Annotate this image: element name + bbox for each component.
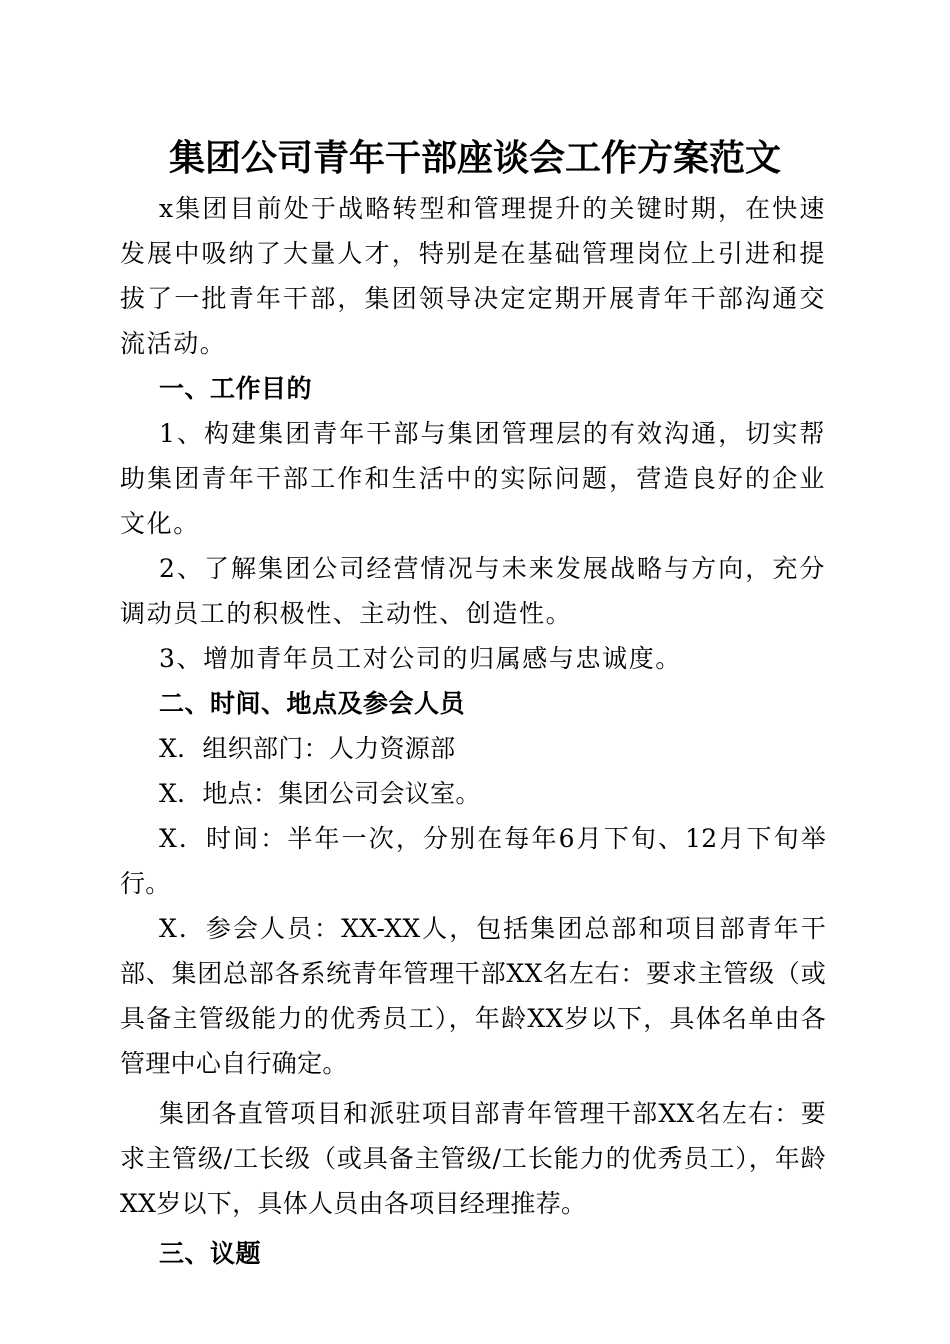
time-item: X．时间：半年一次，分别在每年6月下旬、12月下旬举行。 xyxy=(120,824,826,898)
section-heading-purpose: 一、工作目的 xyxy=(159,374,313,403)
purpose-item-3: 3、增加青年员工对公司的归属感与忠诚度。 xyxy=(159,644,682,673)
section-heading-topics: 三、议题 xyxy=(159,1239,262,1268)
intro-paragraph: x集团目前处于战略转型和管理提升的关键时期，在快速发展中吸纳了大量人才，特别是在基础管理岗位上引进和提拔了一批青年干部，集团领导决定定期开展青年干部沟通交流活动。 xyxy=(120,194,826,358)
purpose-item-1: 1、构建集团青年干部与集团管理层的有效沟通，切实帮助集团青年干部工作和生活中的实际问题，营造良好的企业文化。 xyxy=(120,419,826,538)
section-heading-time-place-attendees: 二、时间、地点及参会人员 xyxy=(159,689,466,718)
organizer-item: X．组织部门：人力资源部 xyxy=(159,734,456,763)
document-title: 集团公司青年干部座谈会工作方案范文 xyxy=(168,137,781,179)
document-body xyxy=(120,186,826,1276)
project-attendees-item: 集团各直管项目和派驻项目部青年管理干部XX名左右：要求主管级/工长级（或具备主管级/工长能力的优秀员工），年龄XX岁以下，具体人员由各项目经理推荐。 xyxy=(120,1099,826,1218)
location-item: X．地点：集团公司会议室。 xyxy=(159,779,481,808)
purpose-item-2: 2、了解集团公司经营情况与未来发展战略与方向，充分调动员工的积极性、主动性、创造性。 xyxy=(120,554,826,628)
attendees-item: X．参会人员：XX-XX人，包括集团总部和项目部青年干部、集团总部各系统青年管理干部XX名左右：要求主管级（或具备主管级能力的优秀员工），年龄XX岁以下，具体名单由各管理中心自行确定。 xyxy=(120,914,826,1078)
